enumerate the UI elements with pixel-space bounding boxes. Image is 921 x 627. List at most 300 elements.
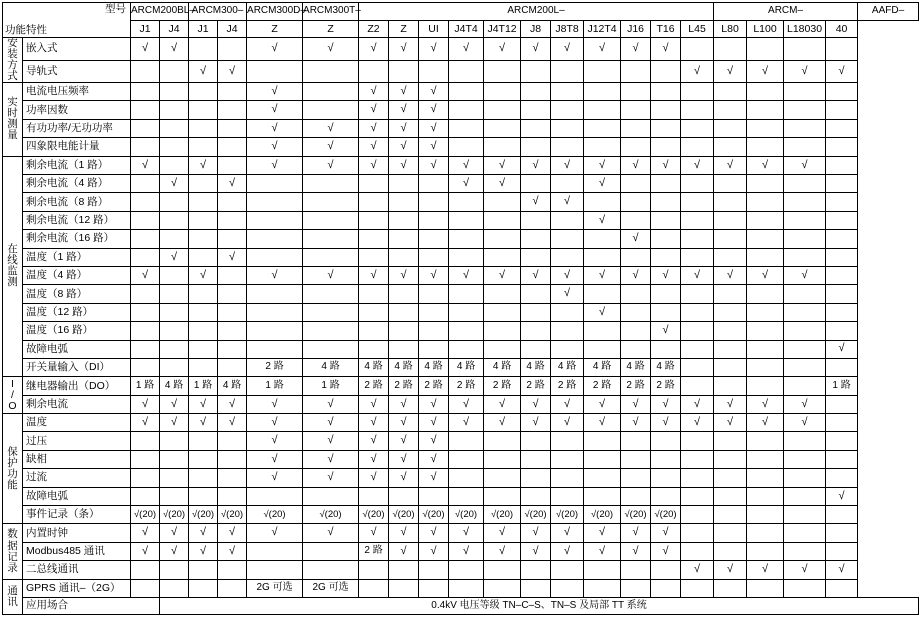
spec-cell-filled: √ [419,138,449,156]
spec-cell-empty [160,83,189,101]
spec-cell-filled: √ [551,38,584,61]
spec-cell-filled: √ [389,119,419,137]
spec-cell-filled: √ [714,561,747,579]
spec-cell-empty [621,138,651,156]
spec-cell-empty [484,119,521,137]
spec-cell-filled: √ [359,450,389,468]
model-code-header: T16 [651,21,681,38]
spec-cell-empty [189,119,218,137]
spec-cell-filled: √ [484,175,521,193]
spec-cell-filled: √ [131,38,160,61]
spec-cell-filled: √ [218,414,247,432]
spec-cell-empty [551,230,584,248]
table-row [3,230,919,248]
spec-cell-empty [784,175,826,193]
spec-cell-empty [747,303,784,321]
spec-cell-empty [714,358,747,376]
spec-cell-empty [218,266,247,284]
spec-cell-empty [747,175,784,193]
spec-cell-empty [584,487,621,505]
spec-cell-filled: √ [303,432,359,450]
spec-cell-empty [747,432,784,450]
spec-cell-filled: √ [621,542,651,560]
spec-cell-empty [160,322,189,340]
spec-cell-empty [189,138,218,156]
spec-cell-empty [131,450,160,468]
table-row [3,561,919,579]
spec-cell-empty [651,138,681,156]
table-row [3,395,919,413]
spec-cell-empty [303,193,359,211]
spec-cell-empty [359,193,389,211]
spec-cell-empty [189,561,218,579]
spec-cell-empty [449,60,484,83]
spec-cell-filled: √ [247,469,303,487]
spec-cell-empty [359,579,389,597]
spec-cell-filled: √ [389,156,419,174]
spec-cell-empty [484,60,521,83]
spec-cell-filled: 2 路 [359,542,389,560]
spec-cell-filled: √ [218,248,247,266]
spec-cell-empty [784,230,826,248]
spec-cell-empty [521,579,551,597]
spec-cell-filled: 1 路 [247,377,303,395]
spec-cell-empty [218,469,247,487]
spec-cell-empty [551,60,584,83]
spec-cell-empty [651,248,681,266]
spec-cell-empty [747,285,784,303]
spec-cell-empty [419,561,449,579]
spec-cell-filled: √(20) [389,506,419,524]
spec-cell-filled: √ [681,60,714,83]
spec-cell-empty [419,230,449,248]
spec-cell-empty [218,138,247,156]
table-row [3,487,919,505]
spec-cell-empty [160,432,189,450]
spec-cell-empty [551,119,584,137]
spec-cell-filled: 2 路 [359,377,389,395]
spec-cell-empty [484,83,521,101]
spec-cell-empty [651,193,681,211]
spec-cell-empty [714,193,747,211]
model-code-header: L80 [714,21,747,38]
table-row [3,138,919,156]
spec-cell-empty [359,175,389,193]
spec-cell-filled: √(20) [131,506,160,524]
spec-cell-empty [784,101,826,119]
spec-cell-empty [651,285,681,303]
spec-cell-empty [714,230,747,248]
model-code-header: J4T4 [449,21,484,38]
spec-cell-empty [714,377,747,395]
spec-cell-empty [449,450,484,468]
spec-cell-empty [621,579,651,597]
spec-cell-empty [826,414,858,432]
spec-cell-filled: √ [389,414,419,432]
spec-cell-filled: 4 路 [621,358,651,376]
spec-cell-filled: √ [131,266,160,284]
spec-cell-empty [681,487,714,505]
spec-cell-empty [218,340,247,358]
model-group-header: ARCM300D– [247,3,303,21]
table-row [3,303,919,321]
spec-cell-empty [160,561,189,579]
table-row [3,358,919,376]
spec-cell-empty [247,561,303,579]
spec-cell-empty [484,211,521,229]
spec-cell-empty [247,487,303,505]
spec-cell-empty [621,322,651,340]
spec-cell-empty [521,175,551,193]
spec-cell-empty [584,285,621,303]
spec-cell-filled: √ [621,38,651,61]
spec-cell-empty [826,248,858,266]
spec-cell-empty [303,101,359,119]
spec-cell-filled: √ [303,38,359,61]
spec-cell-empty [218,450,247,468]
spec-cell-empty [826,432,858,450]
spec-cell-empty [651,487,681,505]
spec-cell-empty [784,83,826,101]
spec-cell-filled: √ [303,119,359,137]
spec-cell-filled: 4 路 [419,358,449,376]
spec-cell-filled: √ [449,175,484,193]
row-group-label: 在 线 监 测 [3,156,23,377]
row-group-label: I / O [3,377,23,414]
spec-cell-empty [218,193,247,211]
spec-cell-filled: √ [131,542,160,560]
spec-cell-empty [359,248,389,266]
feature-row-label: 有功功率/无功功率 [23,119,131,137]
spec-cell-filled: 4 路 [651,358,681,376]
spec-cell-empty [521,248,551,266]
spec-cell-empty [189,450,218,468]
spec-cell-filled: √ [449,542,484,560]
spec-cell-filled: √ [747,60,784,83]
spec-cell-empty [784,506,826,524]
spec-cell-filled: √ [131,524,160,542]
spec-cell-filled: √ [681,561,714,579]
spec-cell-empty [714,450,747,468]
spec-cell-empty [784,119,826,137]
spec-cell-empty [747,579,784,597]
spec-cell-empty [484,432,521,450]
spec-cell-filled: √ [389,395,419,413]
model-group-header: AAFD– [858,3,919,21]
spec-cell-empty [651,432,681,450]
feature-row-label: Modbus485 通讯 [23,542,131,560]
spec-cell-empty [784,377,826,395]
feature-row-label: 故障电弧 [23,487,131,505]
model-code-header: Z [389,21,419,38]
model-code-header: J8 [521,21,551,38]
feature-row-label: 二总线通讯 [23,561,131,579]
spec-cell-empty [621,60,651,83]
spec-cell-empty [681,340,714,358]
spec-cell-filled: √ [681,414,714,432]
spec-cell-empty [160,156,189,174]
spec-cell-filled: √ [247,450,303,468]
spec-cell-filled: √ [484,38,521,61]
spec-cell-empty [681,542,714,560]
spec-cell-empty [218,285,247,303]
spec-cell-empty [247,248,303,266]
spec-cell-empty [419,60,449,83]
spec-cell-filled: √ [131,156,160,174]
spec-cell-filled: √ [784,395,826,413]
spec-cell-empty [621,285,651,303]
spec-cell-empty [784,248,826,266]
spec-cell-empty [747,83,784,101]
spec-cell-empty [681,230,714,248]
spec-cell-filled: 2 路 [551,377,584,395]
spec-cell-empty [484,450,521,468]
spec-cell-filled: 2 路 [621,377,651,395]
spec-cell-empty [189,101,218,119]
spec-cell-filled: √ [651,156,681,174]
spec-cell-empty [218,38,247,61]
spec-cell-empty [747,101,784,119]
spec-cell-empty [621,83,651,101]
spec-cell-empty [584,340,621,358]
spec-cell-filled: √ [359,156,389,174]
spec-cell-filled: √ [160,414,189,432]
spec-cell-empty [621,175,651,193]
spec-cell-filled: √ [621,230,651,248]
spec-cell-empty [131,285,160,303]
spec-cell-filled: √ [714,395,747,413]
table-row [3,542,919,560]
spec-cell-empty [160,230,189,248]
spec-cell-filled: √ [359,266,389,284]
spec-cell-filled: √ [551,266,584,284]
spec-cell-empty [189,358,218,376]
spec-cell-filled: √ [247,414,303,432]
spec-cell-filled: √ [303,450,359,468]
spec-cell-empty [521,285,551,303]
spec-cell-filled: √ [826,561,858,579]
feature-row-label: 剩余电流（16 路） [23,230,131,248]
spec-cell-filled: √ [303,524,359,542]
spec-cell-filled: √ [621,395,651,413]
spec-cell-filled: √ [419,156,449,174]
spec-cell-filled: √ [584,395,621,413]
spec-cell-filled: √ [389,138,419,156]
spec-cell-empty [521,469,551,487]
spec-cell-filled: 1 路 [303,377,359,395]
spec-cell-filled: 1 路 [131,377,160,395]
spec-cell-filled: √ [218,542,247,560]
feature-row-label: 过流 [23,469,131,487]
spec-cell-empty [521,432,551,450]
spec-cell-empty [484,579,521,597]
spec-cell-empty [621,248,651,266]
spec-cell-filled: √ [747,561,784,579]
spec-cell-filled: √ [359,119,389,137]
spec-cell-empty [621,119,651,137]
spec-cell-empty [131,230,160,248]
spec-cell-filled: √ [247,83,303,101]
feature-row-label: 剩余电流（4 路） [23,175,131,193]
spec-cell-empty [551,432,584,450]
feature-row-label: 温度 [23,414,131,432]
spec-cell-filled: 2 路 [419,377,449,395]
feature-row-label: 内置时钟 [23,524,131,542]
spec-cell-filled: √ [747,266,784,284]
spec-cell-empty [651,211,681,229]
spec-cell-empty [651,175,681,193]
spec-cell-filled: √ [419,432,449,450]
spec-cell-filled: √ [747,414,784,432]
spec-cell-filled: √(20) [303,506,359,524]
spec-cell-filled: 1 路 [189,377,218,395]
table-row [3,524,919,542]
spec-cell-filled: √ [651,322,681,340]
model-code-header: Z [303,21,359,38]
spec-cell-empty [714,101,747,119]
spec-cell-empty [784,542,826,560]
feature-row-label: 温度（1 路） [23,248,131,266]
spec-cell-filled: √ [419,266,449,284]
spec-cell-filled: √ [449,266,484,284]
spec-cell-filled: √ [551,156,584,174]
feature-row-label: 导轨式 [23,60,131,83]
spec-cell-empty [218,358,247,376]
spec-cell-filled: √ [247,138,303,156]
spec-cell-empty [651,83,681,101]
spec-cell-empty [784,579,826,597]
spec-cell-empty [747,322,784,340]
spec-cell-empty [484,248,521,266]
model-group-header: ARCM300– [189,3,247,21]
spec-cell-empty [449,432,484,450]
table-row [3,469,919,487]
spec-cell-filled: √(20) [218,506,247,524]
spec-cell-empty [714,487,747,505]
spec-cell-filled: 2G 可选 [247,579,303,597]
spec-cell-empty [714,38,747,61]
spec-cell-empty [131,211,160,229]
spec-cell-filled: √ [651,414,681,432]
spec-cell-filled: √ [584,542,621,560]
spec-cell-filled: √ [189,60,218,83]
spec-cell-filled: √ [484,266,521,284]
spec-cell-empty [714,119,747,137]
spec-cell-filled: √(20) [160,506,189,524]
spec-cell-empty [714,542,747,560]
spec-cell-empty [826,101,858,119]
row-group-label: 实 时 测 量 [3,83,23,157]
spec-cell-empty [131,487,160,505]
spec-cell-filled: 2 路 [521,377,551,395]
model-code-header: L18030 [784,21,826,38]
spec-cell-empty [651,303,681,321]
spec-cell-empty [419,285,449,303]
spec-cell-filled: √ [247,395,303,413]
spec-cell-empty [131,138,160,156]
feature-label: 功能特性 [5,23,47,36]
spec-cell-empty [160,60,189,83]
spec-cell-empty [484,487,521,505]
spec-cell-empty [784,432,826,450]
spec-cell-empty [160,487,189,505]
spec-cell-empty [160,450,189,468]
spec-cell-empty [826,175,858,193]
spec-cell-empty [449,101,484,119]
spec-cell-empty [714,138,747,156]
spec-cell-empty [651,340,681,358]
spec-cell-empty [484,230,521,248]
spec-cell-empty [826,138,858,156]
spec-cell-empty [303,340,359,358]
table-row [3,450,919,468]
spec-cell-empty [747,211,784,229]
spec-cell-filled: √ [747,156,784,174]
row-group-label: 数 据 记 录 [3,524,23,579]
spec-cell-empty [826,285,858,303]
spec-cell-empty [449,285,484,303]
spec-cell-filled: √ [651,38,681,61]
spec-cell-empty [651,561,681,579]
spec-cell-filled: √ [826,60,858,83]
spec-cell-empty [681,303,714,321]
model-code-header: J4 [160,21,189,38]
table-row [3,193,919,211]
spec-cell-empty [131,469,160,487]
spec-cell-empty [681,450,714,468]
spec-cell-filled: √ [714,266,747,284]
spec-cell-empty [189,487,218,505]
spec-cell-empty [419,211,449,229]
spec-cell-empty [160,340,189,358]
spec-cell-empty [826,156,858,174]
spec-cell-empty [621,469,651,487]
spec-cell-empty [160,211,189,229]
spec-cell-empty [681,377,714,395]
table-row [3,579,919,597]
spec-cell-filled: √ [419,119,449,137]
spec-cell-filled: √ [621,156,651,174]
spec-cell-empty [681,101,714,119]
table-row [3,156,919,174]
spec-cell-filled: √ [189,156,218,174]
spec-cell-filled: √(20) [189,506,218,524]
spec-cell-empty [714,432,747,450]
spec-cell-empty [131,303,160,321]
spec-cell-empty [160,193,189,211]
spec-cell-filled: √ [218,60,247,83]
feature-row-label: 缺相 [23,450,131,468]
model-code-header: 40 [826,21,858,38]
spec-cell-empty [747,138,784,156]
feature-row-label: 开关量输入（DI） [23,358,131,376]
spec-cell-empty [521,340,551,358]
spec-cell-empty [189,469,218,487]
spec-cell-empty [160,101,189,119]
spec-cell-empty [621,193,651,211]
spec-cell-filled: √ [247,266,303,284]
spec-cell-filled: √ [389,542,419,560]
spec-cell-filled: √ [521,266,551,284]
spec-cell-empty [449,248,484,266]
spec-cell-empty [551,138,584,156]
spec-cell-empty [419,303,449,321]
spec-cell-empty [419,487,449,505]
spec-cell-empty [747,542,784,560]
spec-cell-empty [131,193,160,211]
spec-cell-empty [218,230,247,248]
spec-cell-empty [484,561,521,579]
